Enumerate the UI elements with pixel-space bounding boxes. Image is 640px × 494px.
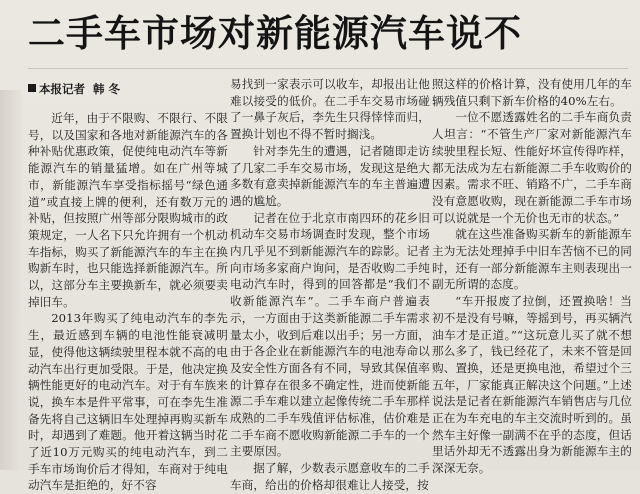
- article-column-1: [28, 0, 228, 493]
- page-edge-shadow: [0, 90, 22, 470]
- paragraph: 就在这些准备购买新车的新能源车主为无法处理掉手中旧车苦恼不已的同时，还有一部分新能源车主则表现出一副无所谓的态度。: [432, 227, 632, 292]
- paragraph: 据了解，少数表示愿意收车的二手车商，给出的价格却很难让人接受，按: [230, 461, 430, 492]
- paragraph: 2013年购买了纯电动汽车的李先生，最近感到车辆的电池性能衰减明显，使得他这辆续驶里程本就不高的电动汽车出行更加受限。于是，他决定换辆性能更好的电动汽车。对于有车族来说，换车本是件平常事，可在李先生准备先将自己这辆旧车处理掉再购买新车时，却遇到了难题。他开着这辆当时花了近10万元购买的纯电动汽车，到二手车市场询价后才得知，车商对于纯电动汽车是拒绝的，好不容: [28, 311, 228, 493]
- paragraph: “车开报废了拉倒，还置换啥！当初不是没有号嘛，等摇到号，再买辆汽油车才是正道。”“这玩意儿买了就不想那么多了，钱已经花了，未来不管是回购、置换，还是更换电池，希望过个三五年，厂家能真正解决这个问题。”上述说法是记者在新能源汽车销售店与几位正在为车充电的车主交流时听到的。虽然车主好像一副满不在乎的态度，但话里话外却无不透露出身为新能源车主的深深无奈。: [432, 294, 632, 476]
- paragraph: 记者在位于北京市南四环的花乡旧机动车交易市场调查时发现，整个市场内几乎见不到新能源汽车的踪影。记者向市场多家商户询问，是否收购二手纯电动汽车时，得到的回答都是“我们不收新能源汽车”。二手车商户普遍表示，一方面由于这类新能源二手车需求量太小，收到后难以出手；另一方面，由于各企业在新能源汽车的电池寿命以及安全性方面各有不同，导致其保值率的计算存在很多不确定性，进而使新能源二手车难以建立起像传统二手车那样成熟的二手车残值评估标准，估价难是二手车商不愿收购新能源二手车的一个主要原因。: [230, 210, 430, 459]
- paragraph: 近年，由于不限购、不限行、不限号，以及国家和各地对新能源汽车的各种补贴优惠政策，促使纯电动汽车等新能源汽车的销量猛增。如在广州等城市，新能源汽车享受指标摇号“绿色通道”或直接上牌的便利，还有数万元的补贴，但按照广州等部分限购城市的政策规定，一人名下只允许拥有一个机动车指标，购买了新能源汽车的车主在换购新车时，也只能选择新能源汽车。所以，这部分车主要换新车，就必须要卖掉旧车。: [28, 111, 228, 309]
- paragraph: 易找到一家表示可以收车，却报出让他难以接受的低价。在二手车交易市场碰了一鼻子灰后，李先生只得悻悻而归，置换计划也不得不暂时搁浅。: [230, 77, 430, 142]
- paragraph: 照这样的价格计算，没有使用几年的车辆残值只剩下新车价格的40%左右。: [432, 77, 632, 108]
- article-column-2: [230, 0, 430, 492]
- byline-label: 本报记者: [39, 82, 85, 96]
- article-headline: 二手车市场对新能源汽车说不: [28, 12, 522, 55]
- article-column-3: [432, 0, 632, 476]
- paragraph: 一位不愿透露姓名的二手车商负责人坦言：“不管生产厂家对新能源汽车续驶里程长短、性能好坏宣传得咋样，都无法成为左右新能源二手车收购价的因素。需求不旺、销路不广，二手车商没有意愿收购，现在新能源二手车市场可以说就是一个无价也无市的状态。”: [432, 110, 632, 225]
- paragraph: 针对李先生的遭遇，记者随即走访了几家二手车交易市场，发现这是绝大多数有意卖掉新能源汽车的车主普遍遭遇的尴尬。: [230, 143, 430, 208]
- reporter-name: 韩 冬: [93, 82, 121, 96]
